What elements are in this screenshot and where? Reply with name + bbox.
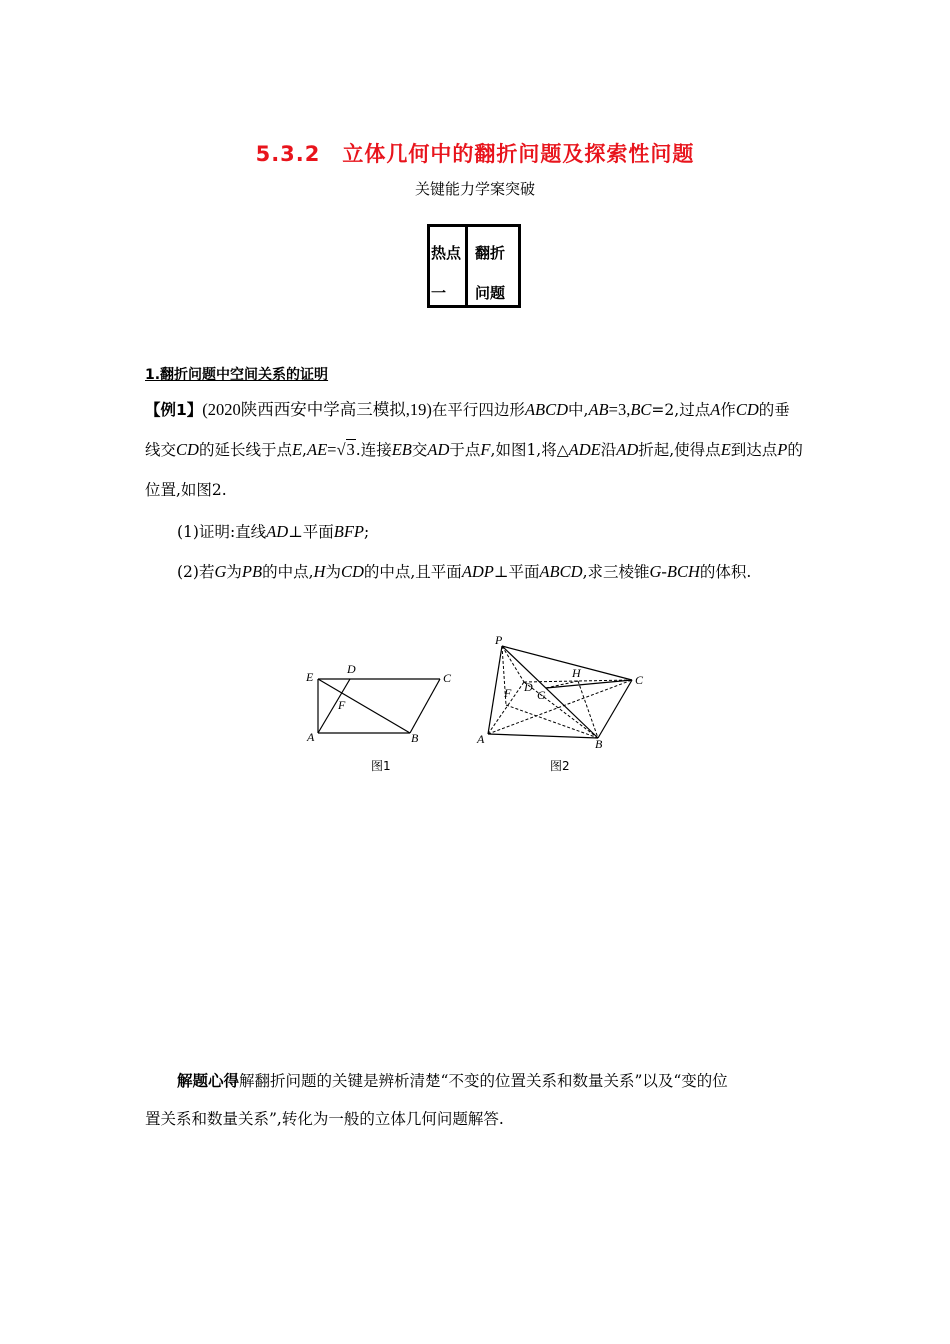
figure-2-diagram xyxy=(470,630,650,780)
tip-heading: 解题心得 xyxy=(177,1072,240,1090)
edge-pb xyxy=(502,646,598,738)
edge-db-dashed xyxy=(524,682,598,738)
edge-ab xyxy=(488,734,598,738)
label-d: D xyxy=(524,680,533,694)
question-2: (2)若G为PB的中点,H为CD的中点,且平面ADP⊥平面ABCD,求三棱锥G-BCH的体积. xyxy=(177,562,752,581)
label-a: A xyxy=(307,730,315,744)
page-title: 5.3.2 立体几何中的翻折问题及探索性问题 xyxy=(255,142,695,166)
section-heading: 1.翻折问题中空间关系的证明 xyxy=(145,367,329,383)
label-p: P xyxy=(495,633,503,647)
label-f: F xyxy=(338,698,346,712)
hotspot-divider xyxy=(465,227,468,305)
figure-2-caption: 图2 xyxy=(550,759,570,773)
label-d: D xyxy=(347,662,356,676)
edge-pc xyxy=(502,646,632,680)
label-a: A xyxy=(477,732,485,746)
question-1: (1)证明:直线AD⊥平面BFP; xyxy=(177,522,370,541)
solution-tip xyxy=(177,1061,802,1101)
example-label: 【例1】 xyxy=(145,401,203,419)
hotspot-topic: 翻折问题 xyxy=(475,244,506,302)
example-problem: 【例1】(2020陕西西安中学高三模拟,19)在平行四边形ABCD中,AB=3,BC=2,过点A作CD的垂线交CD的延长线于点E,AE=√3.连接EB交AD于点F,如图1,将△ADE沿AD折起,使得点E到达点P的位置,如图2. xyxy=(145,400,803,499)
edge-hb-dashed xyxy=(578,681,598,738)
edge-bc xyxy=(410,679,440,733)
example-source: (2020陕西西安中学高三模拟,19) xyxy=(202,400,432,419)
label-h: H xyxy=(572,666,581,680)
edge-eb xyxy=(318,679,410,733)
label-c: C xyxy=(635,673,644,687)
hotspot-label: 热点一 xyxy=(431,244,462,302)
label-b: B xyxy=(411,731,419,745)
figure-1-caption: 图1 xyxy=(371,759,391,773)
label-c: C xyxy=(443,671,452,685)
edge-pa xyxy=(488,646,502,734)
sqrt-expression: √3 xyxy=(336,440,355,459)
figure-1-diagram xyxy=(300,655,460,780)
label-e: E xyxy=(306,670,314,684)
hotspot-box xyxy=(427,224,521,308)
edge-fb-dashed xyxy=(506,705,598,738)
label-f: F xyxy=(504,686,512,700)
edge-bc xyxy=(598,680,632,738)
tip-text-line-2: 置关系和数量关系”,转化为一般的立体几何问题解答. xyxy=(145,1110,504,1128)
page-subtitle: 关键能力学案突破 xyxy=(414,180,535,198)
label-b: B xyxy=(595,737,603,751)
label-g: G xyxy=(537,688,546,702)
solution-tip-continued xyxy=(145,1099,805,1139)
tip-text-line-1: 解翻折问题的关键是辨析清楚“不变的位置关系和数量关系”以及“变的位 xyxy=(239,1072,728,1090)
